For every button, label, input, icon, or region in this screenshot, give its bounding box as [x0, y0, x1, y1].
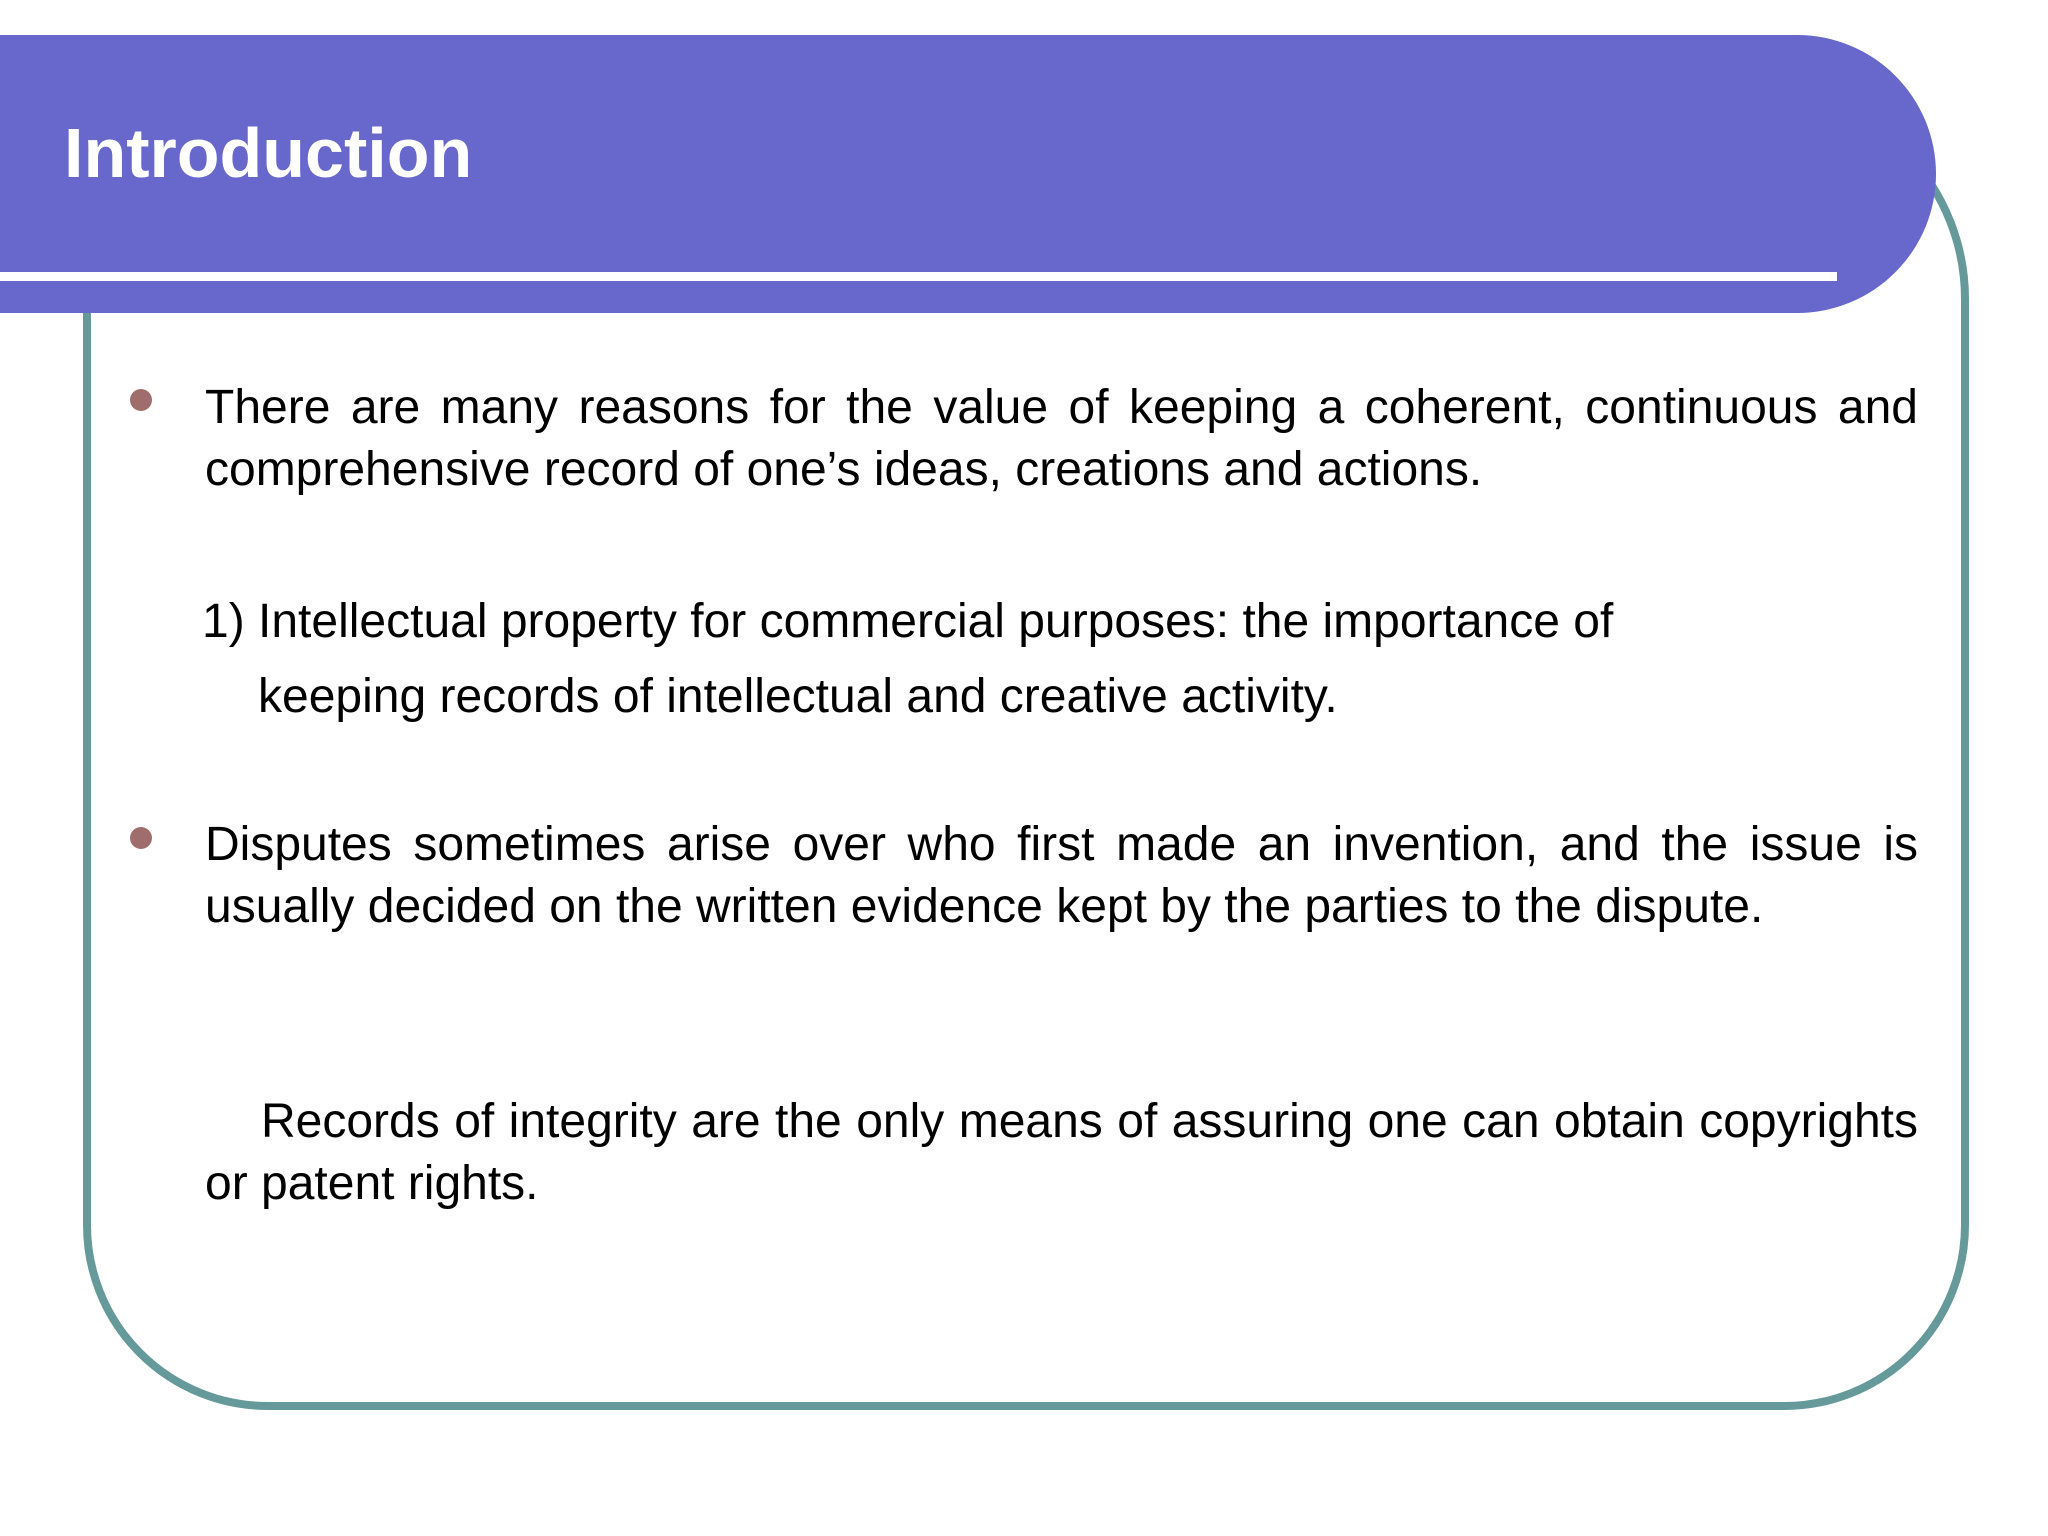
sub-item-line: 1) Intellectual property for commercial purposes: the importance of [202, 595, 1614, 648]
sub-item-line: keeping records of intellectual and creative activity. [258, 670, 1338, 723]
bullet-dot-icon [130, 827, 152, 849]
slide-title: Introduction [64, 114, 473, 192]
bullet-text: Disputes sometimes arise over who first made an invention, and the issue is usually decided on the written evidence kept by the parties to the dispute. [205, 818, 1918, 933]
header-underline [0, 272, 1837, 281]
sub-paragraph: Records of integrity are the only means of assuring one can obtain copyrights or patent rights. [205, 1095, 1918, 1210]
bullet-dot-icon [130, 389, 152, 411]
bullet-text: There are many reasons for the value of keeping a coherent, continuous and comprehensive record of one’s ideas, creations and actions. [205, 381, 1918, 496]
